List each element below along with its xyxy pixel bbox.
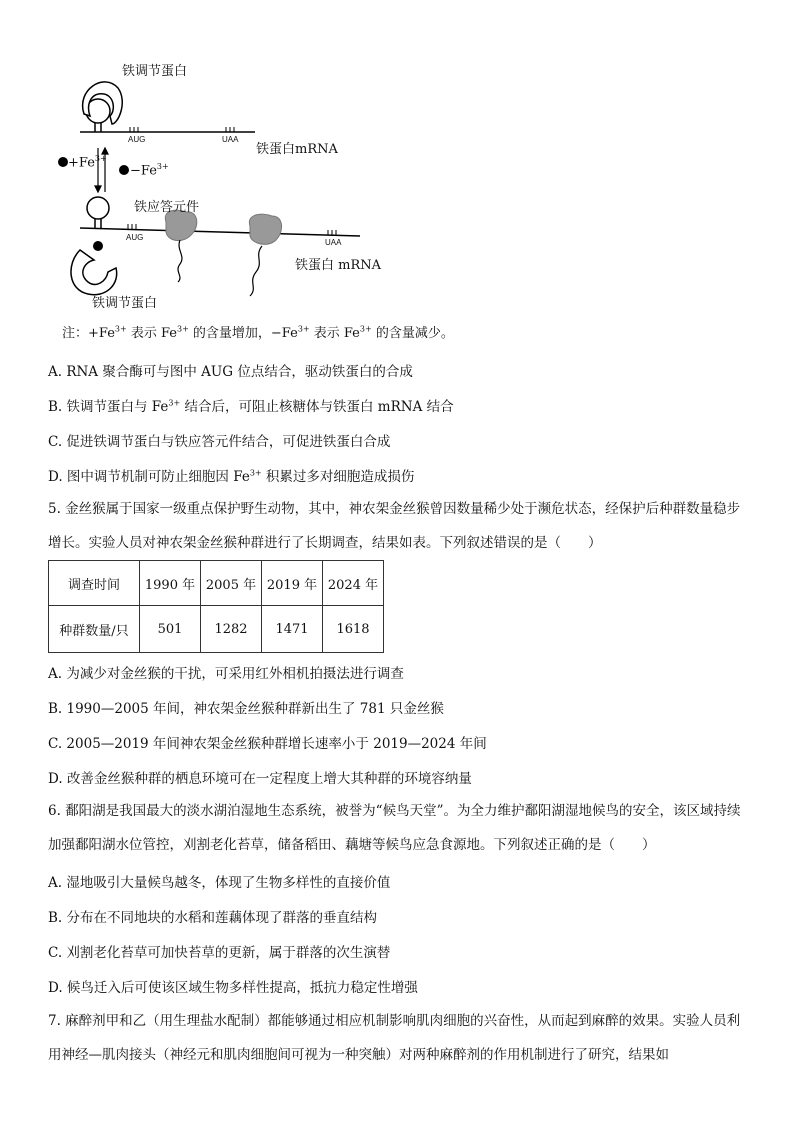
iron-response-element-label: 铁应答元件 (134, 200, 200, 215)
q4-option-a: A. RNA 聚合酶可与图中 AUG 位点结合，驱动铁蛋白的合成 (48, 364, 413, 380)
q5-option-b: B. 1990—2005 年间，神农架金丝猴种群新出生了 781 只金丝猴 (48, 701, 444, 717)
bottom-uaa-label: UAA (325, 238, 342, 247)
diagram-note: 注：$+Fe^{3+}$ 表示 $Fe^{3+}$ 的含量增加，$-Fe^{3+}$ 表示 $Fe^{3+}$ 的含量减少。 (62, 324, 454, 341)
top-uaa-label: UAA (222, 135, 239, 144)
top-mrna-label: 铁蛋白mRNA (256, 142, 338, 157)
q5-option-c: C. 2005—2019 年间神农架金丝猴种群增长速率小于 2019—2024 年间 (48, 736, 487, 752)
bottom-mrna-label: 铁蛋白 mRNA (295, 258, 382, 273)
bottom-aug-ticks (128, 224, 136, 229)
table-cell-count: 1282 (201, 606, 262, 653)
iron-regulation-diagram (40, 50, 460, 312)
table-row (49, 606, 384, 653)
q6-option-d: D. 候鸟迁入后可使该区域生物多样性提高，抵抗力稳定性增强 (48, 980, 418, 996)
iron-dot-plus (58, 157, 68, 167)
ribosome-1 (165, 210, 197, 282)
table-cell-year: 2019 年 (262, 561, 323, 606)
q6-option-a: A. 湿地吸引大量候鸟越冬，体现了生物多样性的直接价值 (48, 875, 391, 891)
population-table (48, 560, 384, 653)
q4-option-c: C. 促进铁调节蛋白与铁应答元件结合，可促进铁蛋白合成 (48, 434, 391, 450)
bottom-iron-regulatory-protein (71, 241, 117, 295)
table-cell-count: 1471 (262, 606, 323, 653)
table-header-time: 调查时间 (49, 561, 140, 606)
bottom-aug-label: AUG (126, 233, 144, 242)
top-protein-label: 铁调节蛋白 (122, 64, 188, 79)
table-header-count: 种群数量/只 (49, 606, 140, 653)
bottom-mrna-strand (80, 228, 360, 236)
q5-option-d: D. 改善金丝猴种群的栖息环境可在一定程度上增大其种群的环境容纳量 (48, 771, 472, 787)
table-cell-year: 1990 年 (140, 561, 201, 606)
table-row (49, 561, 384, 606)
q6-option-c: C. 刈割老化苔草可加快苔草的更新，属于群落的次生演替 (48, 945, 391, 961)
ribosome-2 (249, 214, 281, 296)
diagram-drawing (40, 50, 460, 312)
q6-option-b: B. 分布在不同地块的水稻和莲藕体现了群落的垂直结构 (48, 910, 378, 926)
top-aug-label: AUG (128, 135, 146, 144)
minus-fe-label: $-Fe^{3+}$ (130, 162, 169, 179)
bottom-stem-loop (87, 197, 109, 228)
table-cell-year: 2005 年 (201, 561, 262, 606)
q4-option-b: B. 铁调节蛋白与 $Fe^{3+}$ 结合后，可阻止核糖体与铁蛋白 mRNA 结合 (48, 398, 454, 415)
plus-fe-label: $+Fe^{3+}$ (68, 154, 107, 171)
q5-option-a: A. 为减少对金丝猴的干扰，可采用红外相机拍摄法进行调查 (48, 666, 404, 682)
bottom-protein-label: 铁调节蛋白 (92, 296, 158, 311)
table-cell-count: 501 (140, 606, 201, 653)
q4-option-d: D. 图中调节机制可防止细胞因 $Fe^{3+}$ 积累过多对细胞造成损伤 (48, 468, 415, 485)
q7-stem: 7. 麻醉剂甲和乙（用生理盐水配制）都能够通过相应机制影响肌肉细胞的兴奋性，从而起到麻醉的效果。实验人员利用神经—肌肉接头（神经元和肌肉细胞间可视为一种突触）对两种麻醉剂的作用机制进行了研究，结果如 (48, 1013, 741, 1063)
iron-dot-minus (119, 165, 129, 175)
q5-stem: 5. 金丝猴属于国家一级重点保护野生动物，其中，神农架金丝猴曾因数量稀少处于濒危状态，经保护后种群数量稳步增长。实验人员对神农架金丝猴种群进行了长期调查，结果如表。下列叙述错误的是（ ） (48, 501, 741, 551)
bottom-uaa-ticks (328, 230, 336, 235)
q6-stem: 6. 鄱阳湖是我国最大的淡水湖泊湿地生态系统，被誉为“候鸟天堂”。为全力维护鄱阳湖湿地候鸟的安全，该区域持续加强鄱阳湖水位管控，刈割老化苔草，储备稻田、藕塘等候鸟应急食源地。下列叙述正确的是（ ） (48, 803, 741, 853)
table-cell-year: 2024 年 (323, 561, 384, 606)
table-cell-count: 1618 (323, 606, 384, 653)
